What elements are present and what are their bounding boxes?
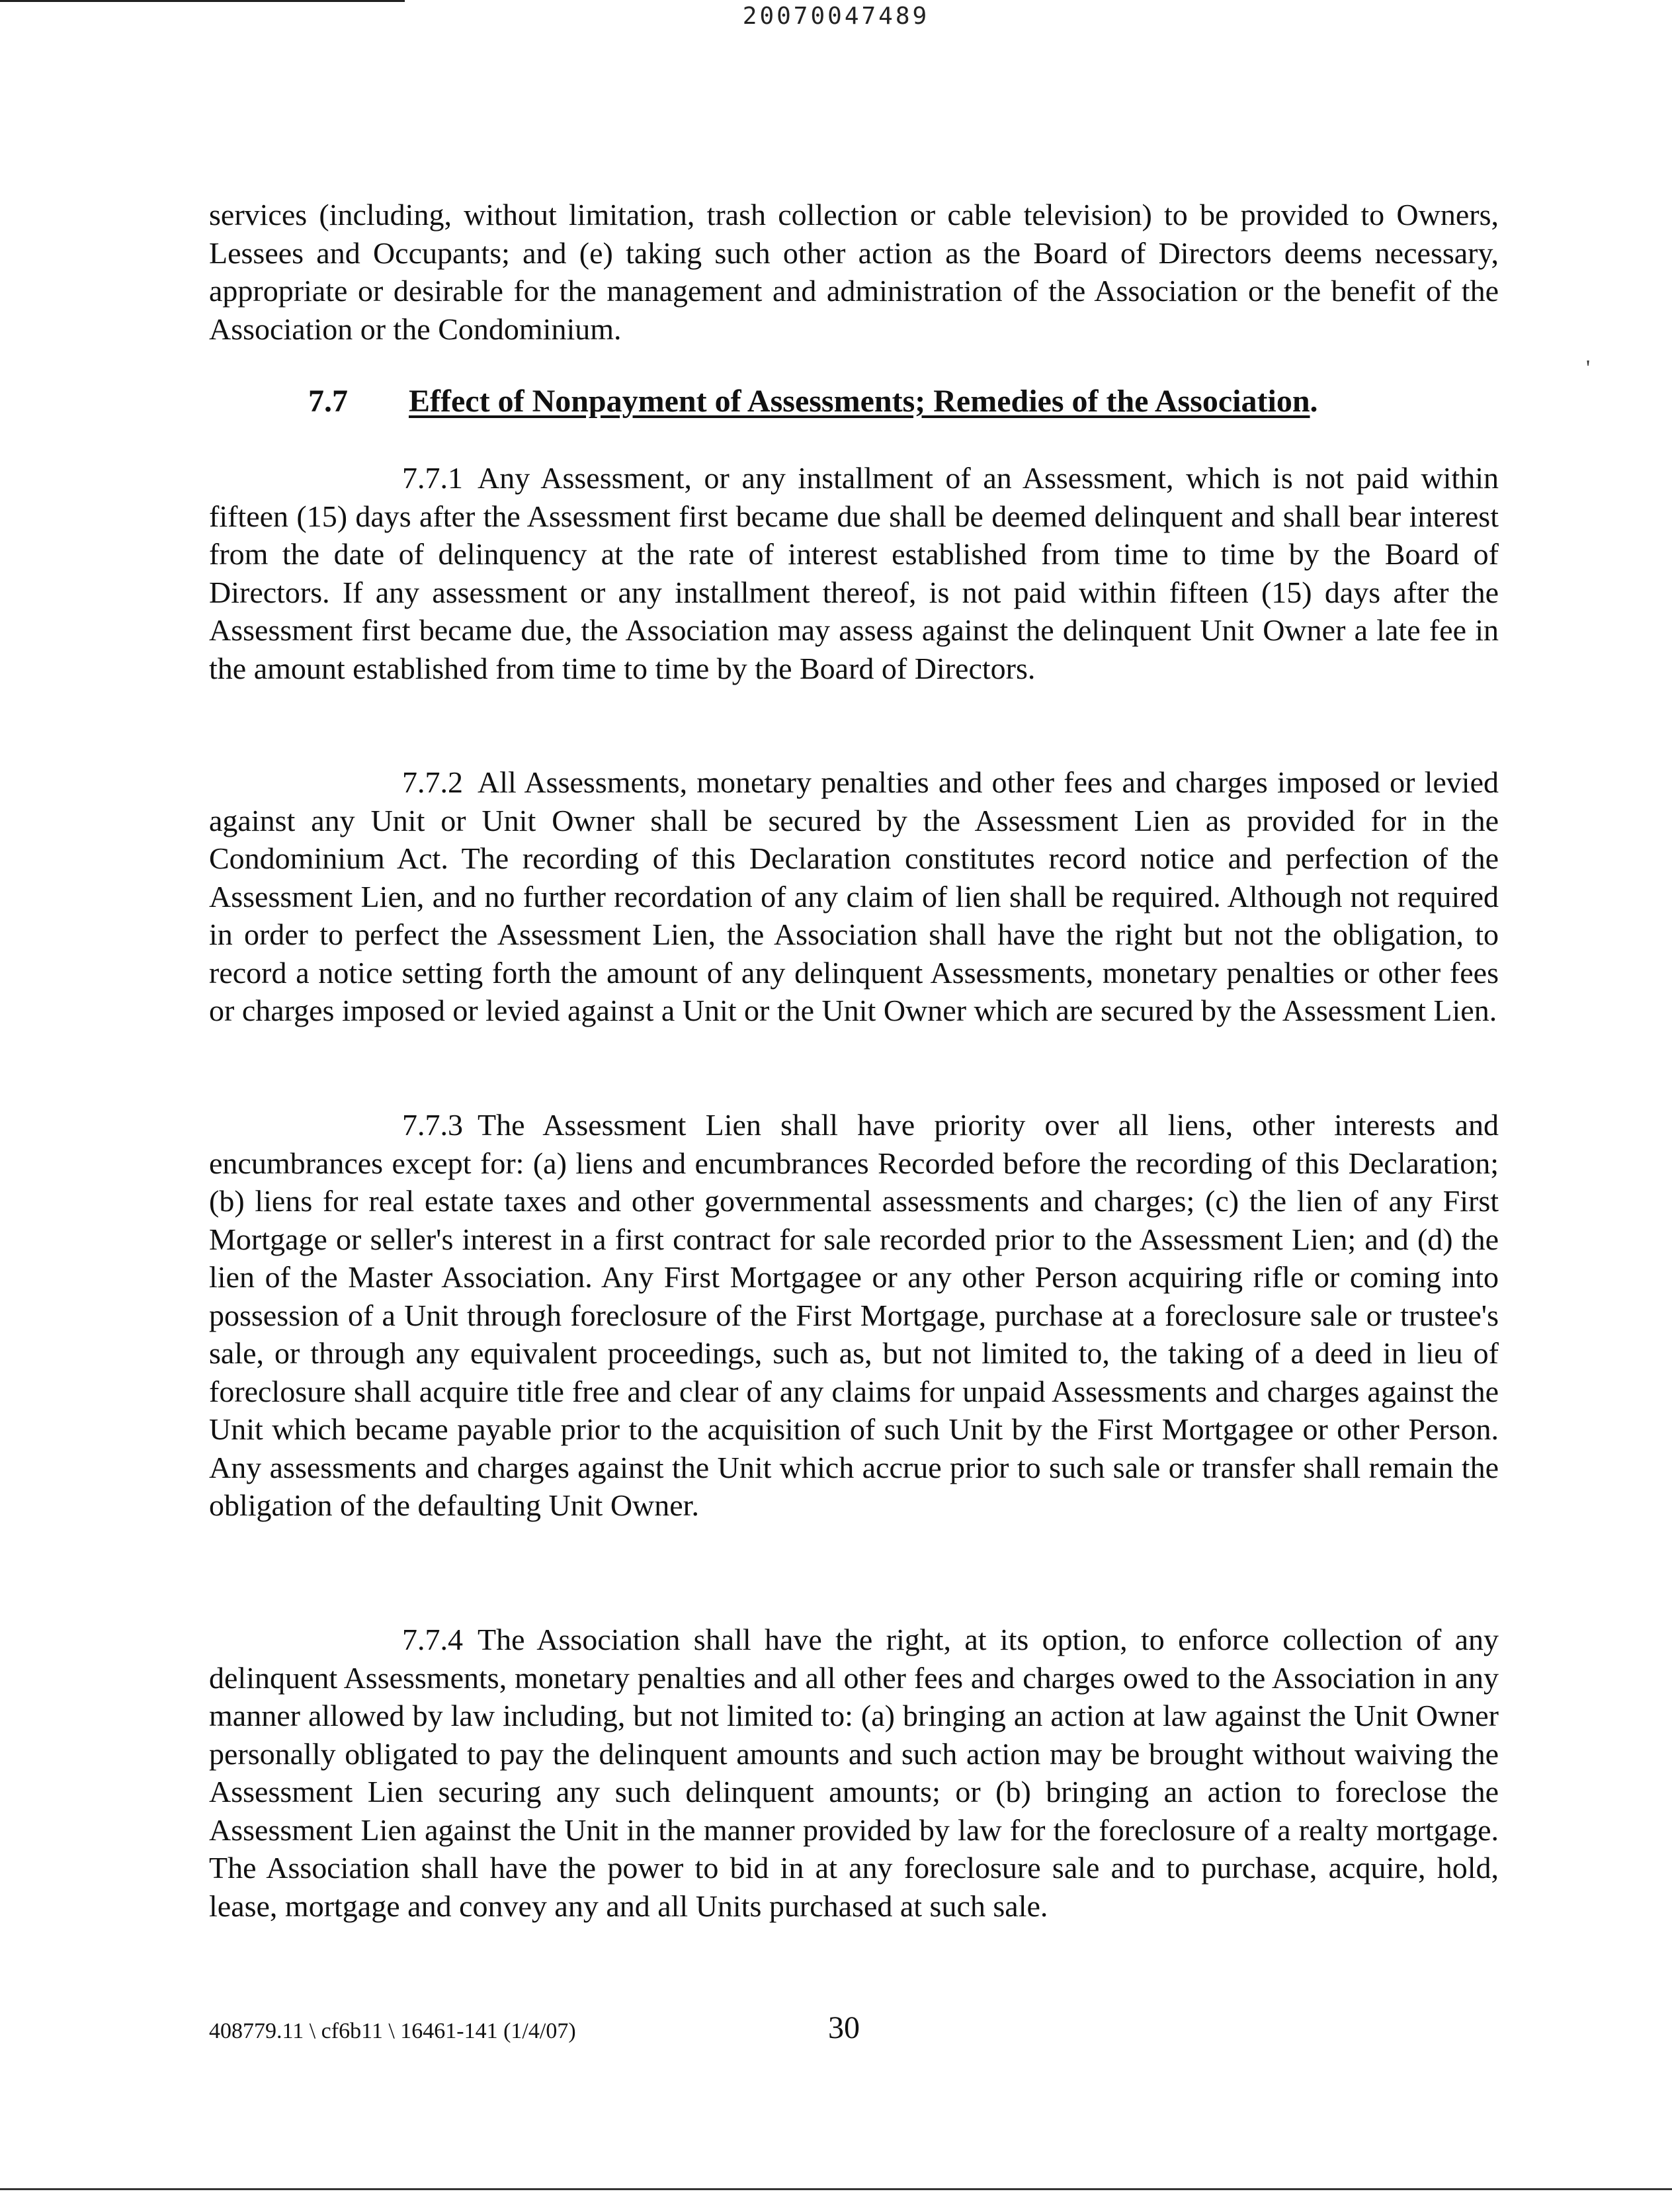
subsection-7-7-2 bbox=[209, 763, 1499, 1030]
subsection-7-7-3 bbox=[209, 1106, 1499, 1525]
subsection-text: The Assessment Lien shall have priority over all liens, other interests and encumbrances except for: (a) liens and encumbrances Recorded before the recording of this Declaration; (b) liens for real estate taxes and other governmental assessments and charges; (c) the lien of any First Mortgage or seller's interest in a first contract for sale recorded prior to the Assessment Lien; and (d) the lien of the Master Association. Any First Mortgagee or any other Person acquiring rifle or coming into possession of a Unit through foreclosure of the First Mortgage, purchase at a foreclosure sale or trustee's sale, or through any equivalent proceedings, such as, but not limited to, the taking of a deed in lieu of foreclosure shall acquire title free and clear of any claims for unpaid Assessments and charges against the Unit which became payable prior to the acquisition of such Unit by the First Mortgagee or other Person. Any assessments and charges against the Unit which accrue prior to such sale or transfer shall remain the obligation of the defaulting Unit Owner. bbox=[209, 1108, 1499, 1522]
subsection-number: 7.7.3 bbox=[402, 1108, 463, 1142]
intro-paragraph: services (including, without limitation, trash collection or cable television) to be provided to Owners, Lessees and Occupants; and (e) taking such other action as the Board of Directors deems necessary, appropriate or desirable for the management and administration of the Association or the benefit of the Association or the Condominium. bbox=[209, 198, 1499, 346]
document-number: 20070047489 bbox=[742, 3, 930, 30]
stray-scan-mark: ' bbox=[1586, 356, 1591, 380]
section-title-period: . bbox=[1310, 384, 1318, 419]
section-heading bbox=[308, 383, 1318, 419]
subsection-7-7-4 bbox=[209, 1621, 1499, 1925]
subsection-number: 7.7.4 bbox=[402, 1623, 463, 1656]
subsection-text: All Assessments, monetary penalties and other fees and charges imposed or levied against any Unit or Unit Owner shall be secured by the Assessment Lien as provided for in the Condominium Act. The recording of this Declaration constitutes record notice and perfection of the Assessment Lien, and no further recordation of any claim of lien shall be required. Although not required in order to perfect the Assessment Lien, the Association shall have the right but not the obligation, to record a notice setting forth the amount of any delinquent Assessments, monetary penalties or other fees or charges imposed or levied against a Unit or the Unit Owner which are secured by the Assessment Lien. bbox=[209, 765, 1499, 1027]
subsection-number: 7.7.1 bbox=[402, 461, 463, 495]
footer-document-reference: 408779.11 \ cf6b11 \ 16461-141 (1/4/07) bbox=[209, 2019, 576, 2043]
bottom-scan-rule bbox=[0, 2188, 1672, 2190]
top-scan-rule bbox=[0, 0, 405, 2]
subsection-7-7-1 bbox=[209, 459, 1499, 687]
subsection-text: Any Assessment, or any installment of an Assessment, which is not paid within fifteen (15) days after the Assessment first became due shall be deemed delinquent and shall bear interest from the date of delinquency at the rate of interest established from time to time by the Board of Directors. If any assessment or any installment thereof, is not paid within fifteen (15) days after the Assessment first became due, the Association may assess against the delinquent Unit Owner a late fee in the amount established from time to time by the Board of Directors. bbox=[209, 461, 1499, 685]
section-number: 7.7 bbox=[308, 384, 348, 419]
page-number: 30 bbox=[828, 2010, 860, 2045]
subsection-text: The Association shall have the right, at its option, to enforce collection of any delinquent Assessments, monetary penalties and all other fees and charges owed to the Association in any manner allowed by law including, but not limited to: (a) bringing an action at law against the Unit Owner personally obligated to pay the delinquent amounts and such action may be brought without waiving the Assessment Lien securing any such delinquent amounts; or (b) bringing an action to foreclose the Assessment Lien against the Unit in the manner provided by law for the foreclosure of a realty mortgage. The Association shall have the power to bid in at any foreclosure sale and to purchase, acquire, hold, lease, mortgage and convey any and all Units purchased at such sale. bbox=[209, 1623, 1499, 1923]
section-title: Effect of Nonpayment of Assessments; Remedies of the Association bbox=[409, 384, 1310, 419]
subsection-number: 7.7.2 bbox=[402, 765, 463, 799]
